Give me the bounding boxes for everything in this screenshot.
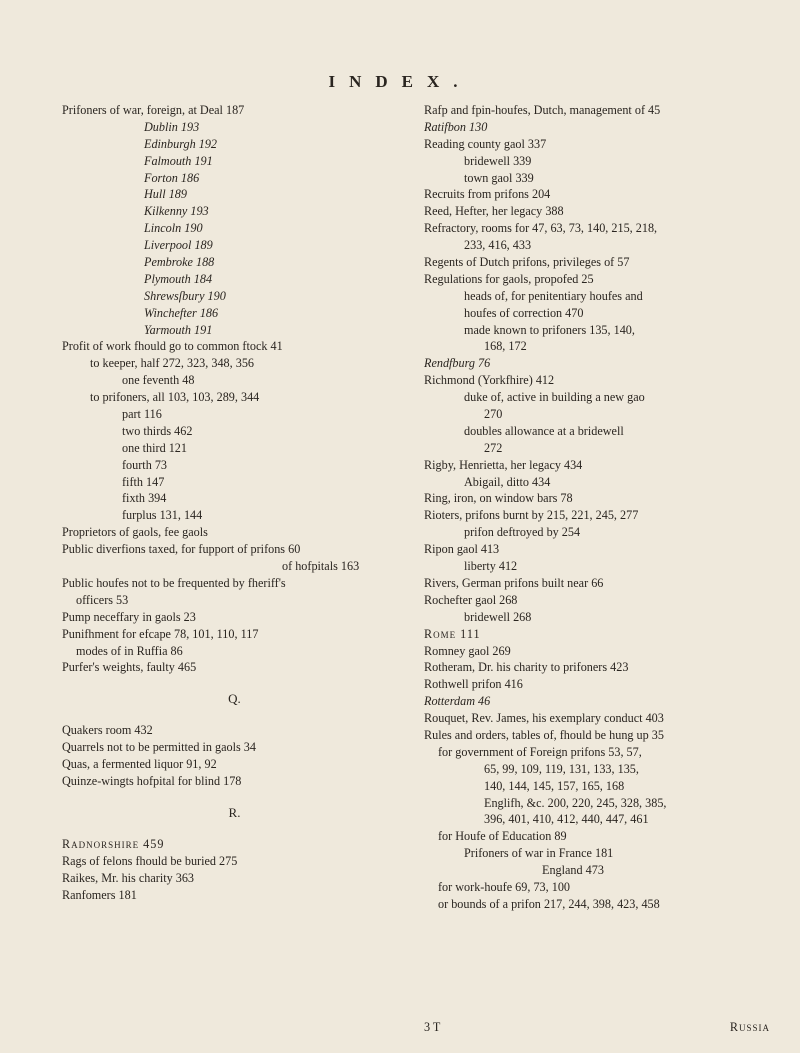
index-entry: made known to prifoners 135, 140,: [464, 322, 635, 337]
index-entry: Reading county gaol 337: [424, 136, 547, 151]
index-entry: Profit of work fhould go to common ftock 41: [62, 339, 283, 354]
index-entry: Ranfomers 181: [62, 887, 137, 902]
index-entry: Shrewsſbury 190: [144, 288, 226, 303]
index-entry: Quakers room 432: [62, 723, 153, 738]
index-entry: for work-houfe 69, 73, 100: [438, 879, 571, 894]
index-entry: heads of, for penitentiary houfes and: [464, 288, 643, 303]
index-entry: one third 121: [122, 440, 187, 455]
index-entry: Rioters, prifons burnt by 215, 221, 245, 277: [424, 508, 639, 523]
index-entry: bridewell 268: [464, 609, 532, 624]
index-entry: officers 53: [76, 592, 129, 607]
index-entry: Ratifbon 130: [424, 119, 488, 134]
index-entry: Rome 111: [424, 626, 481, 641]
index-entry: Radnorshire 459: [62, 836, 165, 851]
index-entry: Abigail, ditto 434: [464, 474, 551, 489]
index-entry: Rochefter gaol 268: [424, 592, 518, 607]
index-entry: town gaol 339: [464, 170, 534, 185]
index-entry: Reed, Hefter, her legacy 388: [424, 204, 564, 219]
index-entry: 168, 172: [484, 339, 527, 354]
index-entry: Dublin 193: [144, 119, 200, 134]
index-column-right: [424, 102, 774, 913]
index-entry: Pump neceffary in gaols 23: [62, 609, 196, 624]
index-entry: 272: [484, 440, 503, 455]
index-entry: Public diverfions taxed, for fupport of prifons 60: [62, 542, 301, 557]
index-entry: Lincoln 190: [144, 221, 203, 236]
catchword: Russia: [729, 1020, 770, 1034]
index-entry: part 116: [122, 407, 162, 422]
spacer: [62, 676, 407, 686]
index-entry: Rothwell prifon 416: [424, 677, 523, 692]
index-entry: Regulations for gaols, propofed 25: [424, 271, 594, 286]
index-entry: Prifoners of war in France 181: [464, 846, 614, 861]
index-entry: for government of Foreign prifons 53, 57,: [438, 744, 642, 759]
index-entry: Public houfes not to be frequented by fheriff's: [62, 575, 286, 590]
index-entry: Rags of felons fhould be buried 275: [62, 853, 238, 868]
index-entry: Yarmouth 191: [144, 322, 213, 337]
index-entry: Raikes, Mr. his charity 363: [62, 870, 195, 885]
spacer: [62, 790, 407, 800]
index-entry: to keeper, half 272, 323, 348, 356: [90, 356, 255, 371]
index-entry: Recruits from prifons 204: [424, 187, 551, 202]
index-entry: England 473: [542, 863, 604, 878]
signature-mark: 3 T: [424, 1020, 441, 1034]
index-entry: houfes of correction 470: [464, 305, 584, 320]
index-entry: duke of, active in building a new gao: [464, 390, 645, 405]
index-entry: to prifoners, all 103, 103, 289, 344: [90, 390, 260, 405]
index-entry: Punifhment for efcape 78, 101, 110, 117: [62, 626, 259, 641]
index-entry: Rotterdam 46: [424, 694, 491, 709]
index-entry: doubles allowance at a bridewell: [464, 423, 624, 438]
index-entry: Quinze-wingts hofpital for blind 178: [62, 773, 242, 788]
index-entry: prifon deftroyed by 254: [464, 525, 581, 540]
index-entry: furplus 131, 144: [122, 508, 203, 523]
index-entry: Refractory, rooms for 47, 63, 73, 140, 215, 218,: [424, 221, 658, 236]
index-entry: Rules and orders, tables of, fhould be hung up 35: [424, 727, 664, 742]
index-entry: Winchefter 186: [144, 305, 219, 320]
index-entry: Rotheram, Dr. his charity to prifoners 423: [424, 660, 629, 675]
index-entry: Hull 189: [144, 187, 187, 202]
index-entry: Kilkenny 193: [144, 204, 209, 219]
index-entry: of hofpitals 163: [282, 559, 360, 574]
index-entry: Pembroke 188: [144, 255, 215, 270]
index-entry: Rendfburg 76: [424, 356, 491, 371]
index-entry: Purfer's weights, faulty 465: [62, 660, 197, 675]
index-entry: Prifoners of war, foreign, at Deal 187: [62, 103, 245, 117]
index-entry: Edinburgh 192: [144, 136, 218, 151]
index-entry: modes of in Ruffia 86: [76, 643, 183, 658]
index-entry: Rivers, German prifons built near 66: [424, 575, 604, 590]
index-entry: fixth 394: [122, 491, 167, 506]
index-entry: Richmond (Yorkfhire) 412: [424, 373, 555, 388]
index-entry: one feventh 48: [122, 373, 195, 388]
index-entry: Englifh, &c. 200, 220, 245, 328, 385,: [484, 795, 667, 810]
index-entry: Forton 186: [144, 170, 200, 185]
index-entry: Liverpool 189: [144, 238, 213, 253]
index-entry: Quarrels not to be permitted in gaols 34: [62, 740, 256, 755]
index-entry: or bounds of a prifon 217, 244, 398, 423, 458: [438, 896, 660, 911]
index-column-left: [62, 102, 407, 903]
index-entry: 65, 99, 109, 119, 131, 133, 135,: [484, 761, 639, 776]
index-entry: Ripon gaol 413: [424, 542, 500, 557]
spacer: [62, 712, 407, 722]
index-entry: Rigby, Henrietta, her legacy 434: [424, 457, 583, 472]
index-entry: 396, 401, 410, 412, 440, 447, 461: [484, 812, 649, 827]
index-entry: Quas, a fermented liquor 91, 92: [62, 757, 217, 772]
index-entry: Romney gaol 269: [424, 643, 511, 658]
index-entry: for Houfe of Education 89: [438, 829, 567, 844]
section-letter: Q.: [228, 691, 241, 707]
index-entry: liberty 412: [464, 559, 518, 574]
index-entry: Ring, iron, on window bars 78: [424, 491, 573, 506]
index-entry: Regents of Dutch prifons, privileges of 57: [424, 255, 630, 270]
spacer: [62, 826, 407, 836]
index-entry: bridewell 339: [464, 153, 532, 168]
index-entry: 270: [484, 407, 503, 422]
index-entry: two thirds 462: [122, 423, 193, 438]
index-entry: Rafp and fpin-houfes, Dutch, management of 45: [424, 103, 661, 117]
index-entry: Proprietors of gaols, fee gaols: [62, 525, 208, 540]
index-entry: Falmouth 191: [144, 153, 213, 168]
page-header: INDEX.: [328, 72, 472, 91]
index-entry: 140, 144, 145, 157, 165, 168: [484, 778, 625, 793]
index-entry: fifth 147: [122, 474, 165, 489]
section-letter: R.: [228, 804, 241, 820]
index-entry: Plymouth 184: [144, 271, 213, 286]
index-entry: 233, 416, 433: [464, 238, 532, 253]
index-entry: fourth 73: [122, 457, 168, 472]
index-entry: Rouquet, Rev. James, his exemplary conduct 403: [424, 711, 664, 726]
